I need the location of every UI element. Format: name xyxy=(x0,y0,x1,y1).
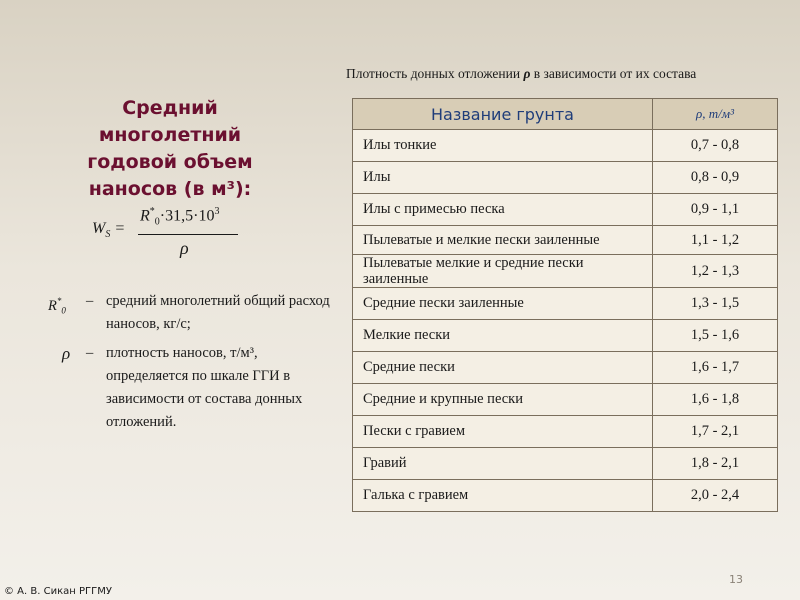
formula-numerator xyxy=(140,206,219,228)
table-row xyxy=(353,288,778,320)
formula-num-rest: ·31,5·10 xyxy=(159,207,215,225)
formula-lhs-sub: S xyxy=(105,229,111,241)
density-cell: 1,8 - 2,1 xyxy=(653,448,778,480)
definition-symbol-rho: ρ xyxy=(62,344,71,363)
page-number: 13 xyxy=(729,573,743,586)
table-caption xyxy=(346,66,786,82)
density-cell: 2,0 - 2,4 xyxy=(653,480,778,512)
column-header-name: Название грунта xyxy=(353,99,653,130)
formula-denominator: ρ xyxy=(180,238,189,258)
fraction-line xyxy=(138,234,238,235)
footer-copyright: © А. В. Сикан РГГМУ xyxy=(4,586,112,597)
soil-name-cell: Средние и крупные пески xyxy=(353,384,653,416)
formula-num-sub: 0 xyxy=(154,216,160,228)
definition-rho xyxy=(48,342,338,434)
column-header-density: ρ, т/м³ xyxy=(653,99,778,130)
table-row xyxy=(353,255,778,288)
soil-name-cell: Гравий xyxy=(353,448,653,480)
definition-text-r0: средний многолетний общий расход наносов, кг/с; xyxy=(106,293,330,332)
definition-symbol-r0 xyxy=(48,290,66,323)
soil-name-cell: Пылеватые мелкие и средние пески заиленные xyxy=(353,255,653,288)
density-cell: 0,9 - 1,1 xyxy=(653,194,778,226)
density-cell: 1,2 - 1,3 xyxy=(653,255,778,288)
volume-formula xyxy=(92,206,262,266)
table-row xyxy=(353,448,778,480)
table-row xyxy=(353,480,778,512)
density-cell: 1,7 - 2,1 xyxy=(653,416,778,448)
formula-lhs xyxy=(92,220,125,240)
formula-equals: = xyxy=(114,220,126,237)
formula-lhs-var: W xyxy=(92,220,106,237)
table-row xyxy=(353,320,778,352)
def-sym-sub: 0 xyxy=(61,305,66,316)
def-sym-main: R xyxy=(48,297,57,314)
soil-name-cell: Галька с гравием xyxy=(353,480,653,512)
slide-title: Средний многолетний годовой объем наносов (в м³): xyxy=(87,97,253,200)
soil-density-table xyxy=(352,98,778,512)
definition-dash: – xyxy=(86,293,94,309)
rho-symbol: ρ xyxy=(523,66,531,81)
definitions-list xyxy=(48,290,338,440)
table-row xyxy=(353,384,778,416)
table-row xyxy=(353,194,778,226)
formula-num-exp: 3 xyxy=(214,206,220,217)
soil-name-cell: Средние пески заиленные xyxy=(353,288,653,320)
definition-text-rho: плотность наносов, т/м³, определяется по шкале ГГИ в зависимости от состава донных отложений. xyxy=(106,345,303,430)
soil-name-cell: Пылеватые и мелкие пески заиленные xyxy=(353,226,653,255)
def-sym-sup: * xyxy=(56,296,62,306)
definition-r0 xyxy=(48,290,338,336)
soil-name-cell: Илы тонкие xyxy=(353,130,653,162)
formula-num-sup: * xyxy=(149,206,155,217)
soil-name-cell: Пески с гравием xyxy=(353,416,653,448)
density-cell: 1,1 - 1,2 xyxy=(653,226,778,255)
table-row xyxy=(353,352,778,384)
table-row xyxy=(353,162,778,194)
density-cell: 0,7 - 0,8 xyxy=(653,130,778,162)
definition-dash: – xyxy=(86,345,94,361)
table-row xyxy=(353,226,778,255)
table-row xyxy=(353,130,778,162)
soil-name-cell: Илы с примесью песка xyxy=(353,194,653,226)
soil-name-cell: Илы xyxy=(353,162,653,194)
table-row xyxy=(353,416,778,448)
density-cell: 1,6 - 1,7 xyxy=(653,352,778,384)
table-caption-text: Плотность донных отложении xyxy=(346,66,521,81)
formula-num-var: R xyxy=(140,207,150,225)
table-header-row xyxy=(353,99,778,130)
density-cell: 1,3 - 1,5 xyxy=(653,288,778,320)
density-cell: 0,8 - 0,9 xyxy=(653,162,778,194)
soil-name-cell: Средние пески xyxy=(353,352,653,384)
table-caption-text-end: в зависимости от их состава xyxy=(533,66,697,81)
soil-name-cell: Мелкие пески xyxy=(353,320,653,352)
density-cell: 1,5 - 1,6 xyxy=(653,320,778,352)
density-cell: 1,6 - 1,8 xyxy=(653,384,778,416)
